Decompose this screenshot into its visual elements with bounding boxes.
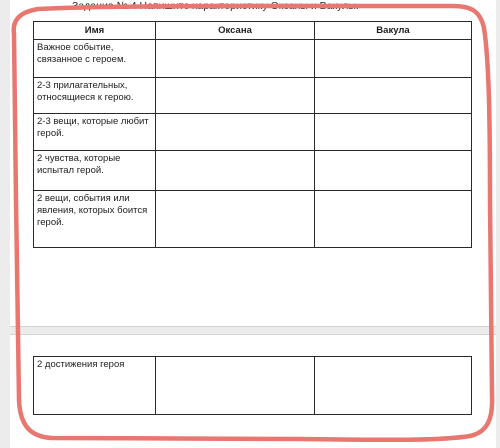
vakula-cell[interactable] bbox=[315, 151, 472, 191]
table-row bbox=[34, 78, 472, 114]
row-label: 2-3 прилагательных, относящиеся к герою. bbox=[34, 78, 156, 114]
header-row bbox=[34, 22, 472, 40]
oksana-cell[interactable] bbox=[156, 114, 315, 151]
oksana-cell[interactable] bbox=[156, 40, 315, 78]
row-label: 2 вещи, события или явления, которых боится герой. bbox=[34, 191, 156, 248]
table-row bbox=[34, 40, 472, 78]
table-row bbox=[34, 151, 472, 191]
oksana-cell[interactable] bbox=[156, 357, 315, 415]
table-row bbox=[34, 114, 472, 151]
oksana-cell[interactable] bbox=[156, 151, 315, 191]
oksana-cell[interactable] bbox=[156, 78, 315, 114]
row-label: 2-3 вещи, которые любит герой. bbox=[34, 114, 156, 151]
table-row bbox=[34, 357, 472, 415]
row-label: 2 достижения героя bbox=[34, 357, 156, 415]
row-label: 2 чувства, которые испытал герой. bbox=[34, 151, 156, 191]
characteristics-table-continued bbox=[33, 356, 472, 415]
vakula-cell[interactable] bbox=[315, 40, 472, 78]
task-title: Задание № 4 Напишите характеристику Оксаны и Вакулы. bbox=[72, 0, 359, 12]
header-oksana: Оксана bbox=[156, 22, 315, 40]
oksana-cell[interactable] bbox=[156, 191, 315, 248]
table-row bbox=[34, 191, 472, 248]
vakula-cell[interactable] bbox=[315, 114, 472, 151]
characteristics-table bbox=[33, 21, 472, 248]
header-name: Имя bbox=[34, 22, 156, 40]
vakula-cell[interactable] bbox=[315, 78, 472, 114]
header-vakula: Вакула bbox=[315, 22, 472, 40]
row-label: Важное событие, связанное с героем. bbox=[34, 40, 156, 78]
vakula-cell[interactable] bbox=[315, 357, 472, 415]
vakula-cell[interactable] bbox=[315, 191, 472, 248]
